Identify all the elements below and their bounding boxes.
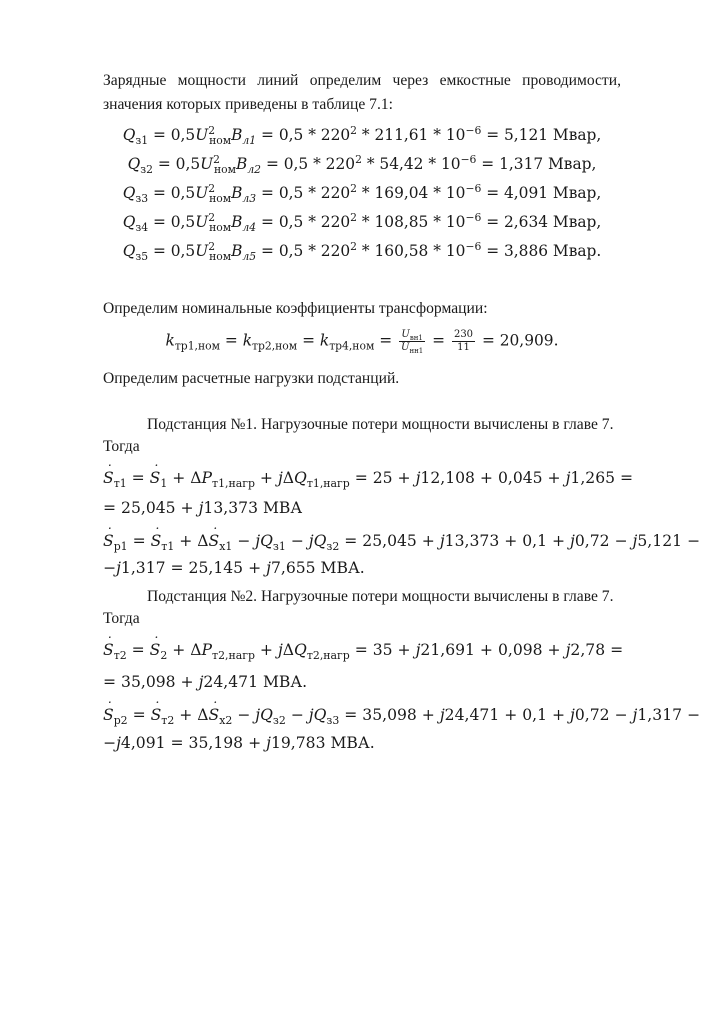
charging-equation-1: $Q_{з1} = 0,5U^2_{ном}B_{л1} = 0,5 * 220^2 * 211,61 * 10^{-6} = 5,121$ Мвар, (122, 123, 602, 148)
substation-2-equation-1: ˙ $S_{т2}$ = ˙ $S_2 + \Delta P_{т2,нагр} + j\Delta Q_{т2,нагр} = 35 + j21,691 + 0,098 + j2,78$ = (103, 639, 621, 661)
charging-equation-2: $Q_{з2} = 0,5U^2_{ном}B_{л2} = 0,5 * 220^2 * 54,42 * 10^{-6} = 1,317$ Мвар, (127, 152, 597, 177)
substation-2-text: Подстанция №2. Нагрузочные потери мощности вычислены в главе 7. (147, 588, 614, 605)
intro-line-1: Зарядные мощности линий определим через емкостные проводимости, (103, 72, 621, 89)
substation-1-equation-2: ˙ $S_{р1}$ = ˙ $S_{т1}$ + Δ˙ $S_{х1} - jQ_{з1} - jQ_{з2} = 25,045 + j13,373 + 0,1 + j0,72 - j5,121$ − (103, 530, 621, 552)
substation-1-equation-1: ˙ $S_{т1}$ = ˙ $S_1 + \Delta P_{т1,нагр} + j\Delta Q_{т1,нагр} = 25 + j12,108 + 0,045 + j1,265$ = (103, 467, 621, 489)
charging-eq-text-1 (0, 0, 1, 1)
substation-2-equation-1-result: = 35,098 + j24,471 МВА. (103, 673, 308, 691)
intro-line-2: значения которых приведены в таблице 7.1: (103, 96, 393, 113)
substation-2-equation-2-result: −j4,091 = 35,198 + j19,783 МВА. (103, 734, 375, 752)
substation-2-then: Тогда (103, 610, 140, 627)
charging-equation-4: $Q_{з4} = 0,5U^2_{ном}B_{л4} = 0,5 * 220^2 * 108,85 * 10^{-6} = 2,634$ Мвар, (122, 210, 602, 235)
ratio-intro: Определим номинальные коэффициенты трансформации: (103, 300, 488, 317)
substation-1-text: Подстанция №1. Нагрузочные потери мощности вычислены в главе 7. (147, 416, 614, 433)
charging-equation-5: $Q_{з5} = 0,5U^2_{ном}B_{л5} = 0,5 * 220^2 * 160,58 * 10^{-6} = 3,886$ Мвар. (122, 239, 602, 264)
substation-2-equation-2: ˙ $S_{р2}$ = ˙ $S_{т2}$ + Δ˙ $S_{х2} - jQ_{з2} - jQ_{з3} = 35,098 + j24,471 + 0,1 + j0,72 - j1,317$ − (103, 704, 621, 726)
charging-equation-3: $Q_{з3} = 0,5U^2_{ном}B_{л3} = 0,5 * 220^2 * 169,04 * 10^{-6} = 4,091$ Мвар, (122, 181, 602, 206)
substation-1-equation-2-result: −j1,317 = 25,145 + j7,655 МВА. (103, 559, 365, 577)
loads-intro: Определим расчетные нагрузки подстанций. (103, 370, 400, 387)
substation-1-then: Тогда (103, 438, 140, 455)
ratio-equation: $k_{тр1,ном} = k_{тр2,ном} = k_{тр4,ном}$ = $\frac{U_{вн1}}{U_{нн1}}$ = $\frac{230}{11}$ = 20,909. (165, 329, 559, 355)
substation-1-equation-1-result: = 25,045 + j13,373 МВА (103, 499, 303, 517)
